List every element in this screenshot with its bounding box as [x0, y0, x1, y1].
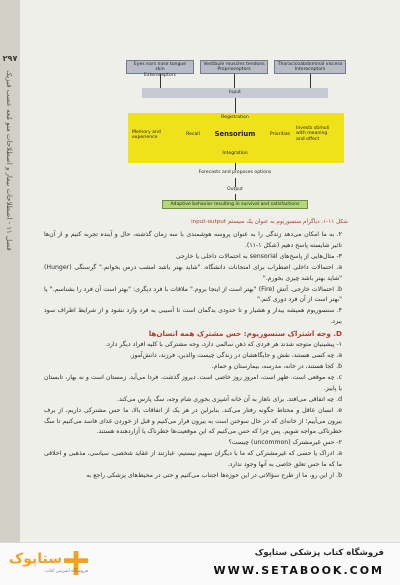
sensorium-diagram: [120, 58, 350, 216]
paragraph: a. احتمالات داخلی اضطراب برای امتحانات دانشگاه. "شاید بهتر باشد امشب درس بخوانم." گرسنگی (Hunger) "شاید بهتر باشد چیزی بخورم.": [44, 263, 342, 282]
page-number: ۲۹۷: [2, 54, 18, 63]
connector: [234, 74, 235, 88]
connector: [235, 178, 236, 187]
connector: [160, 74, 161, 88]
input-proprioceptors: Vestibule muscles tendons Proprioceptors: [200, 60, 268, 74]
paragraph: c. چه موقعی است. ظهر است، امروز روز خاصی است. دیروز گذشت. فردا می‌آید. زمستان است و نه بهار، تابستان یا پاییز.: [44, 373, 342, 392]
connector: [310, 74, 311, 88]
logo-subtitle: فروشگاه اینترنتی کتاب: [45, 569, 88, 574]
input-interoceptors: Thoracicoabdominal viscera Interoceptors: [274, 60, 346, 74]
adaptive-behavior-box: Adaptive behavior resulting in survival and satisfactions: [162, 200, 308, 209]
running-header: فصل ۱۱ - اصطلاحات بیمار و اصطلاحات منو مُعه عصب فیزیک: [5, 70, 13, 251]
paragraph: b. کجا هستند، در خانه، مدرسه، بیمارستان و حمام.: [211, 362, 342, 370]
memory-label: Memory and experience: [132, 130, 161, 141]
connector: [235, 163, 236, 170]
paragraph: ۴. سنسوریوم همیشه بیدار و هشیار و تا حدودی بدگمان است تا آسیبی به فرد وارد نشود و از شرایط اطراف سود ببرد.: [44, 307, 342, 326]
paragraph: ۳- مثال‌هایی از پاسخ‌های sensorial به احتمالات داخلی یا خارجی: [175, 252, 342, 260]
paragraph: a. ادراک یا حسی که غیرمشترکی که ما با دیگران سهیم نیستیم. عبارتند از عقاید شخصی، سیاسی، مذهبی و اخلاقی ما که ما حس تعلق خاصی به آنها وجود ندارد.: [44, 450, 342, 469]
output-label: Output: [227, 187, 243, 192]
paragraph: d. چه اتفاقی می‌افتد. برای ناهار به آن خانه آشپزی بخوری شام وجه، سگ پارس می‌کند.: [116, 395, 342, 403]
connector: [235, 98, 236, 113]
section-heading: D. وجه اشتراک سنسوریوم: حس مشترک همه انسان‌ها: [148, 329, 342, 339]
registration-label: Registration: [221, 115, 249, 120]
prioritize-label: Prioritize: [269, 132, 291, 137]
paragraph: b. از این رو، ما از طرح سؤالاتی در این حوزه‌ها اجتناب می‌کنیم و حتی در محیط‌های پزشکی راجع به: [86, 472, 342, 480]
store-logo[interactable]: [8, 549, 90, 579]
figure-caption: شکل ۱۱-۱. دیاگرام سنسوریوم به عنوان یک سیستم input-output: [191, 219, 348, 225]
store-footer: [0, 542, 400, 585]
recall-label: Recall: [186, 132, 200, 137]
paragraph: ۲- حس غیرمشترک (uncommon) چیست؟: [228, 439, 342, 447]
paragraph: ۲. به ما امکان می‌دهد زندگی را به عنوان پروسه هوشمندی با سه زمان گذشته، حال و آینده تجربه کنیم و از آن‌ها تاثیر شایسته پاسخ دهیم (شکل ۱-۱۱).: [44, 231, 342, 249]
store-title: فروشگاه کتاب پزشکی ستاپوک: [254, 548, 384, 558]
side-running-band: [0, 0, 20, 585]
input-exteroceptors: Eyes ears nose tongue skin Exteroceptors: [126, 60, 194, 74]
paragraph: b. احتمالات خارجی. آتش (Fire) "بهتر است از اینجا بروم." ملاقات با فرد دیگری: "بهتر است آن فرد را بشناسم." یا "بهتر است از آن فرد دوری کنم.": [44, 285, 342, 304]
paragraph: ۱- پیشینیان متوجه شدند هر فردی که ذهن سالمی دارد، وجه مشترکی با کلیه افراد دیگر دارد.: [105, 341, 342, 349]
logo-word: ستاپوک: [8, 551, 62, 567]
forecasts-label: Forecasts and proposes options: [198, 170, 272, 175]
invests-label: Invests stimuli with meaning and effect: [296, 126, 330, 142]
input-label: Input: [229, 90, 241, 95]
body-text: [44, 230, 342, 482]
store-url-link[interactable]: WWW.SETABOOK.COM: [213, 564, 384, 577]
paragraph: a. چه کسی هستند، نقش و جایگاهشان در زندگی چیست والدین، فرزند، دانش‌آموز.: [129, 352, 342, 360]
paragraph: e. انسان عاقل و محتاط جگونه رفتار می‌کند. بنابراین در هر یک از اتفاقات بالا، ما حس مشترکی داریم، از برف بیرون می‌آییم؛ از خانه‌ای که در حال سوختن است به بیرون فرار می‌کنیم و قبل از خوردن غذای فاسد می‌کنیم تا سگ خطرناکی مواجه شویم. پس چرا که حس می‌کنیم که این موقعیت‌ها خطرناک یا آزاردهنده هستند.: [44, 406, 342, 436]
sensorium-label: Sensorium: [214, 130, 256, 138]
integration-label: Integration: [222, 151, 248, 156]
